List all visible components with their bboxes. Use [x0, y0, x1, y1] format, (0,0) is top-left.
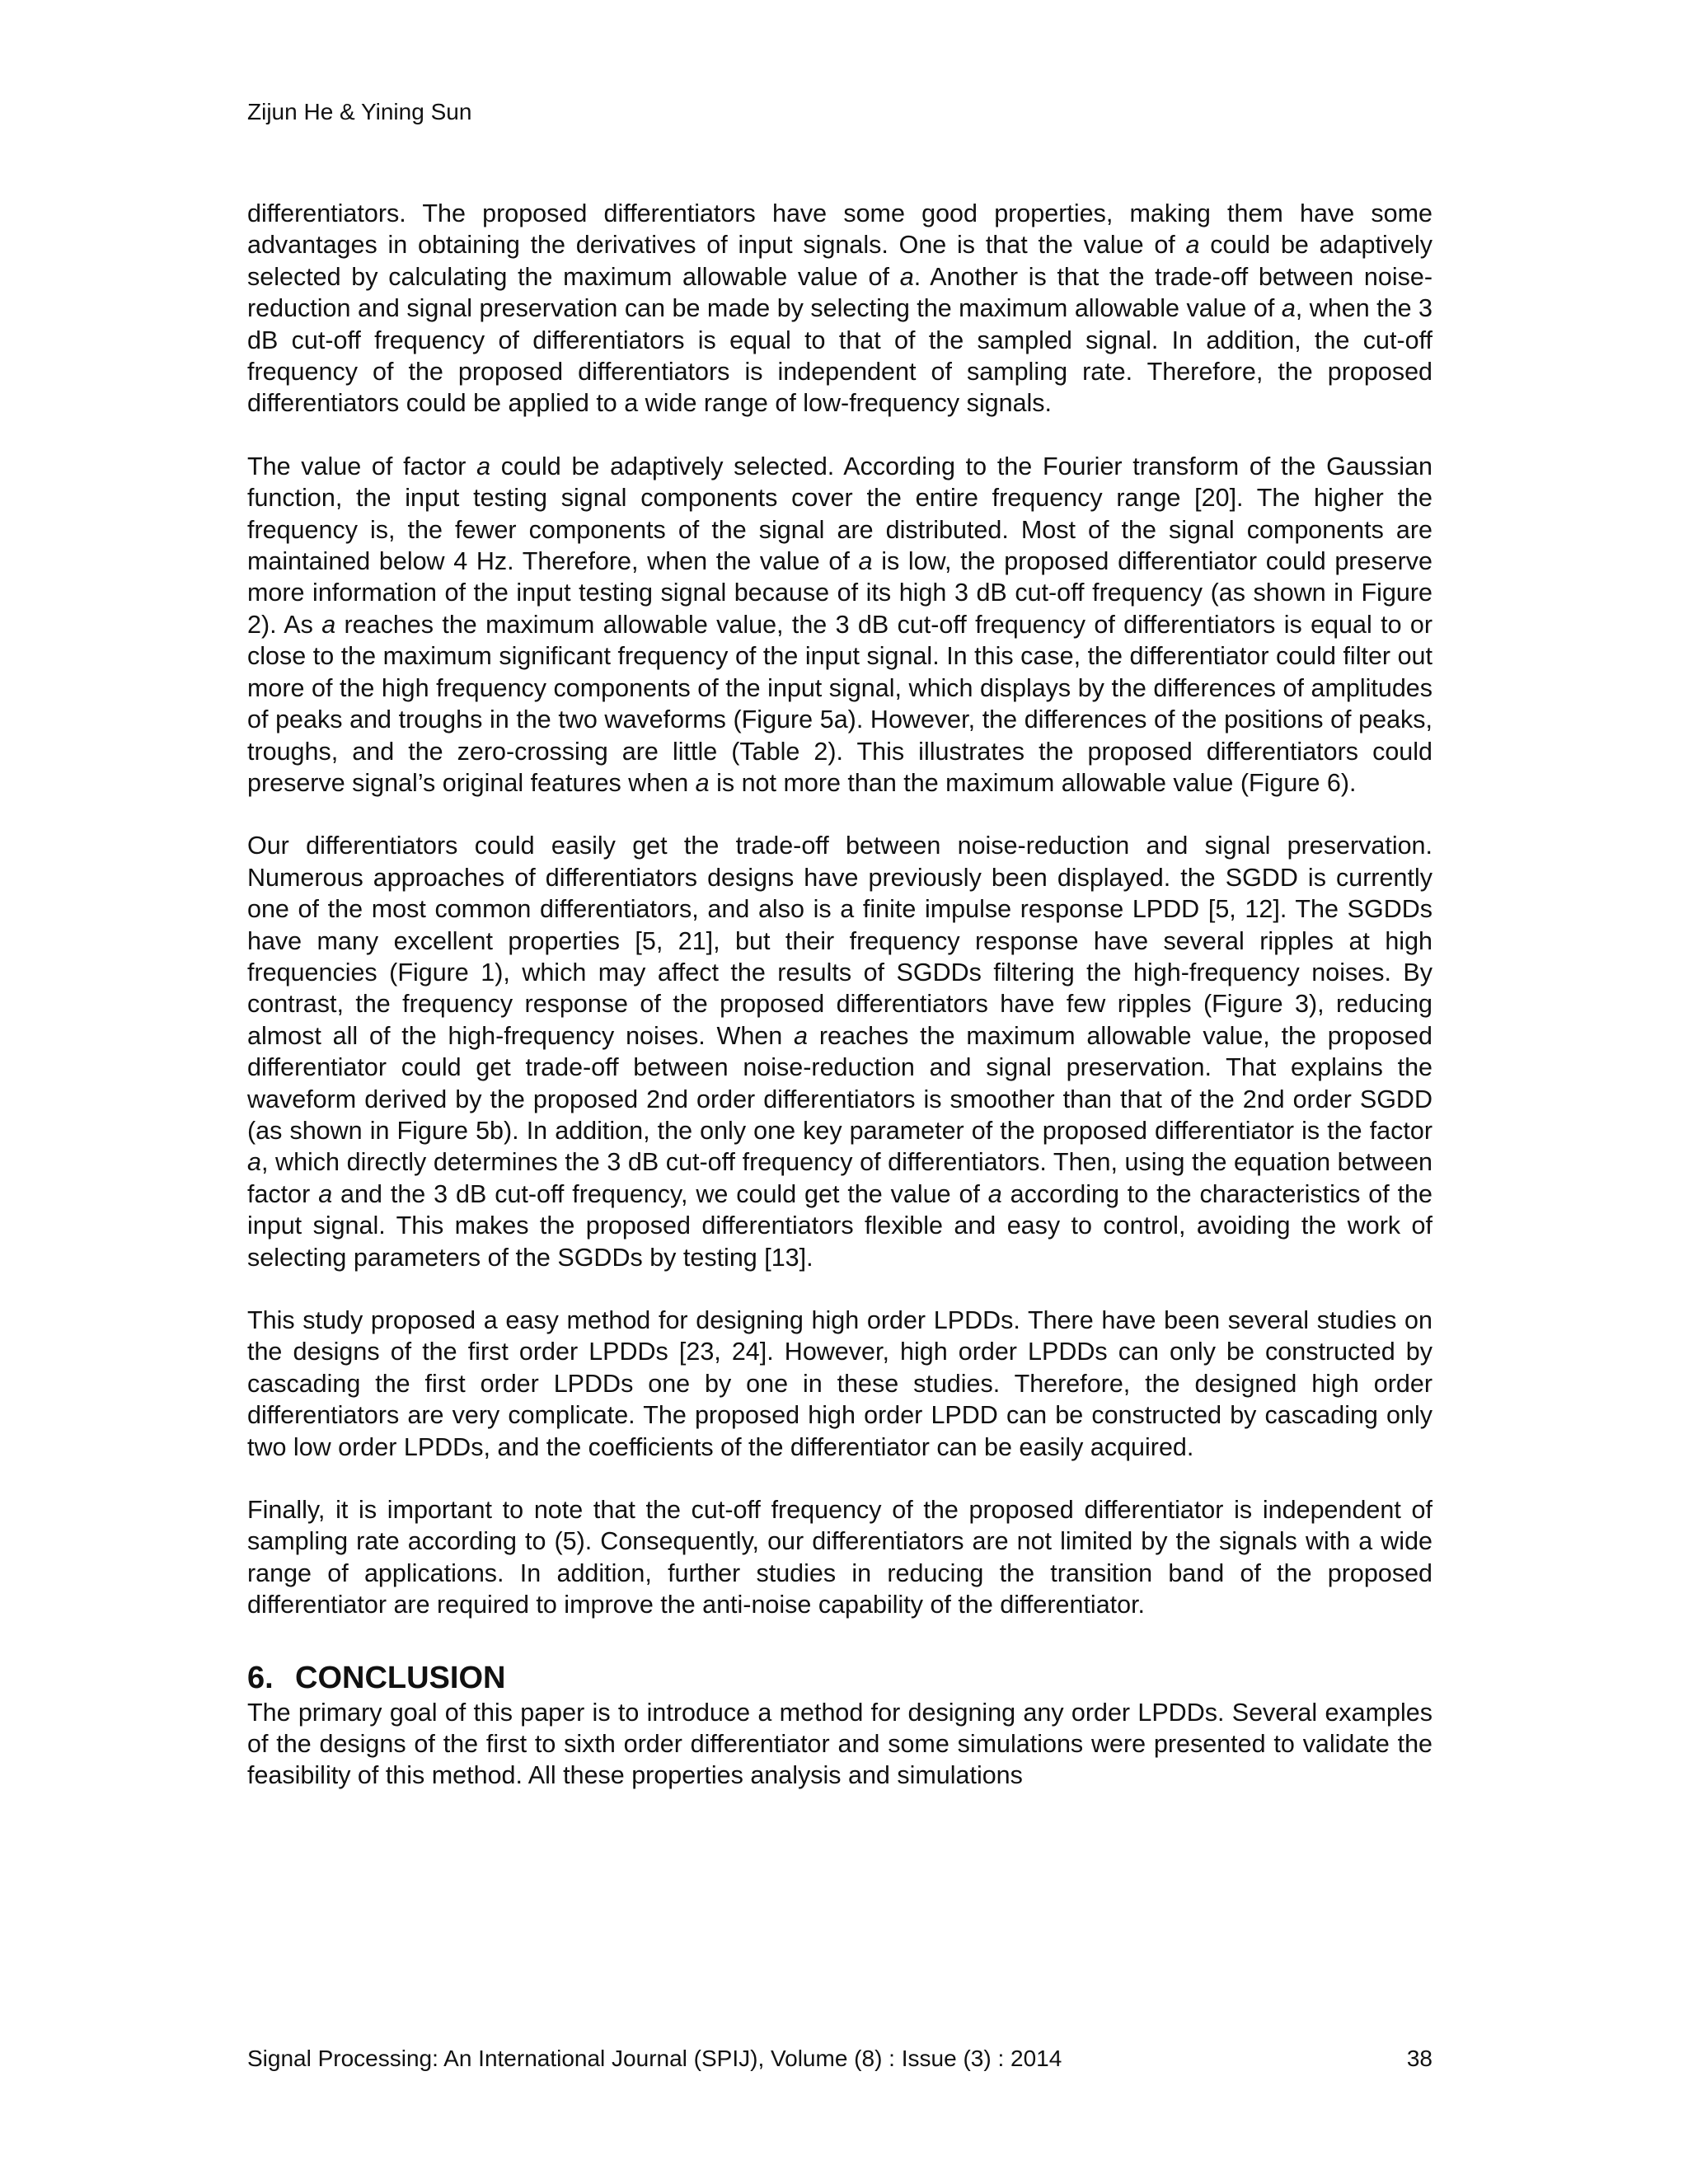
variable-a: a [247, 1148, 261, 1177]
section-heading-conclusion [247, 1659, 1432, 1697]
running-head-authors: Zijun He & Yining Sun [247, 99, 472, 124]
paragraph-sampling-rate: Finally, it is important to note that the cut-off frequency of the proposed differentiator is independent of sampling rate according to (5). Consequently, our differentiators are not limited by the signals with a wide range of applications. In addition, further studies in reducing the transition band of the proposed differentiator are required to improve the anti-noise capability of the differentiator. [247, 1496, 1432, 1619]
variable-a: a [476, 452, 491, 480]
variable-a: a [858, 547, 873, 576]
variable-a: a [695, 768, 710, 797]
paragraph-trade-off: Our differentiators could easily get the trade-off between noise-reduction and signal preservation. Numerous approaches of differentiators designs have previously been displayed. the SGDD is currently one of the most common differentiators, and also is a finite impulse response LPDD [5, 12]. The SGDDs have many excellent properties [5, 21], but their frequency response have several ripples at high frequencies (Figure 1), which may affect the results of SGDDs filtering the high-frequency noises. By contrast, the frequency response of the proposed differentiators have few ripples (Figure 3), reducing almost all of the high-frequency noises. When a reaches the maximum allowable value, the proposed differentiator could get trade-off between noise-reduction and signal preservation. That explains the waveform derived by the proposed 2nd order differentiators is smoother than that of the 2nd order SGDD (as shown in Figure 5b). In addition, the only one key parameter of the proposed differentiator is the factor a, which directly determines the 3 dB cut-off frequency of differentiators. Then, using the equation between factor a and the 3 dB cut-off frequency, we could get the value of a according to the characteristics of the input signal. This makes the proposed differentiators flexible and easy to control, avoiding the work of selecting parameters of the SGDDs by testing [13]. [247, 832, 1432, 1272]
variable-a: a [794, 1021, 808, 1050]
body-text [247, 198, 1432, 1792]
variable-a: a [318, 1179, 333, 1208]
paragraph-factor-a-selection: The value of factor a could be adaptively selected. According to the Fourier transform of the Gaussian function, the input testing signal components cover the entire frequency range [20]. The higher the frequency is, the fewer components of the signal are distributed. Most of the signal components are maintained below 4 Hz. Therefore, when the value of a is low, the proposed differentiator could preserve more information of the input testing signal because of its high 3 dB cut-off frequency (as shown in Figure 2). As a reaches the maximum allowable value, the 3 dB cut-off frequency of differentiators is equal to or close to the maximum significant frequency of the input signal. In this case, the differentiator could filter out more of the high frequency components of the input signal, which displays by the differences of amplitudes of peaks and troughs in the two waveforms (Figure 5a). However, the differences of the positions of peaks, troughs, and the zero-crossing are little (Table 2). This illustrates the proposed differentiators could preserve signal’s original features when a is not more than the maximum allowable value (Figure 6). [247, 452, 1432, 797]
variable-a: a [899, 262, 914, 291]
variable-a: a [987, 1179, 1002, 1208]
page-footer [247, 2042, 1432, 2075]
paragraph-differentiator-properties: differentiators. The proposed differentiators have some good properties, making them have some advantages in obtaining the derivatives of input signals. One is that the value of a could be adaptively selected by calculating the maximum allowable value of a. Another is that the trade-off between noise-reduction and signal preservation can be made by selecting the maximum allowable value of a, when the 3 dB cut-off frequency of differentiators is equal to that of the sampled signal. In addition, the cut-off frequency of the proposed differentiators is independent of sampling rate. Therefore, the proposed differentiators could be applied to a wide range of low-frequency signals. [247, 199, 1432, 418]
footer-journal: Signal Processing: An International Journal (SPIJ), Volume (8) : Issue (3) : 2014 [247, 2046, 1062, 2071]
variable-a: a [321, 610, 336, 639]
variable-a: a [1185, 231, 1200, 260]
paragraph-conclusion: The primary goal of this paper is to introduce a method for designing any order LPDDs. Several examples of the designs of the first to sixth order differentiator and some simulations were presented to validate the feasibility of this method. All these properties analysis and simulations [247, 1698, 1432, 1790]
page-number: 38 [1406, 2046, 1432, 2071]
section-number: 6. [247, 1660, 274, 1695]
paragraph-high-order-design: This study proposed a easy method for designing high order LPDDs. There have been several studies on the designs of the first order LPDDs [23, 24]. However, high order LPDDs can only be constructed by cascading the first order LPDDs one by one in these studies. Therefore, the designed high order differentiators are very complicate. The proposed high order LPDD can be constructed by cascading only two low order LPDDs, and the coefficients of the differentiator can be easily acquired. [247, 1306, 1432, 1461]
variable-a: a [1281, 294, 1296, 323]
section-title: CONCLUSION [295, 1660, 506, 1695]
